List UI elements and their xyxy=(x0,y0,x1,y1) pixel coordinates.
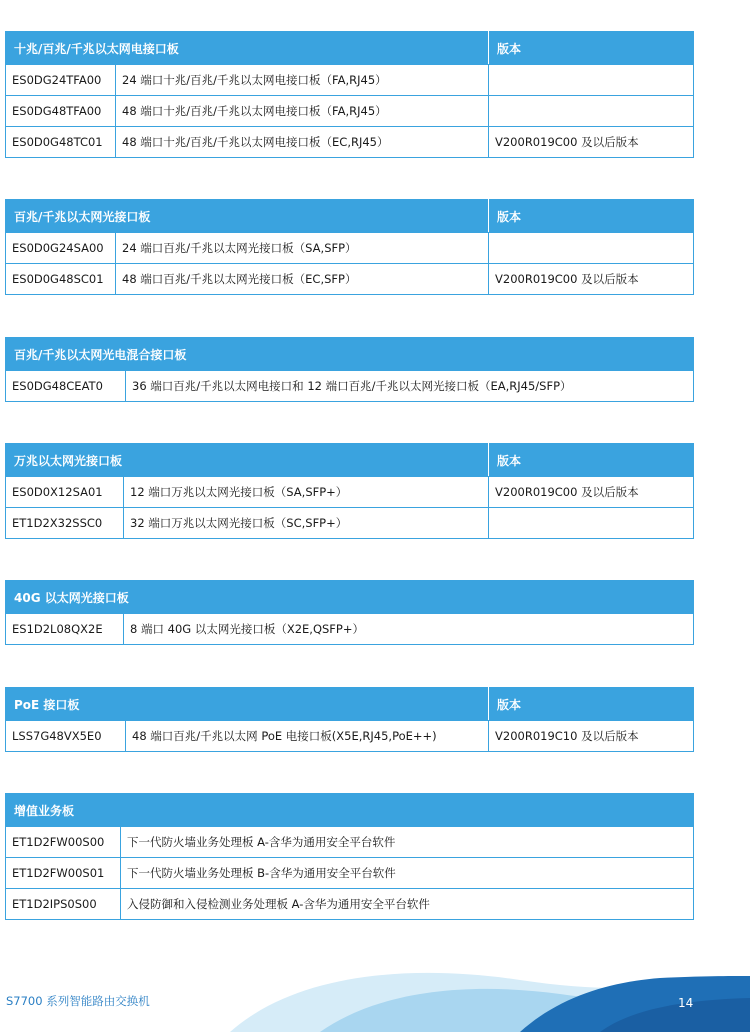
table-row xyxy=(6,477,694,508)
board-description: 8 端口 40G 以太网光接口板（X2E,QSFP+） xyxy=(124,614,694,645)
board-code: ES0D0G48TC01 xyxy=(6,127,116,158)
board-description: 32 端口万兆以太网光接口板（SC,SFP+） xyxy=(124,508,489,539)
board-code: ES0D0X12SA01 xyxy=(6,477,124,508)
table-header-version: 版本 xyxy=(489,688,694,721)
board-description: 48 端口十兆/百兆/千兆以太网电接口板（EC,RJ45） xyxy=(116,127,489,158)
board-version: V200R019C00 及以后版本 xyxy=(489,264,694,295)
board-code: ES0DG48TFA00 xyxy=(6,96,116,127)
table-header-version: 版本 xyxy=(489,200,694,233)
board-description: 下一代防火墙业务处理板 B-含华为通用安全平台软件 xyxy=(121,858,694,889)
board-description: 12 端口万兆以太网光接口板（SA,SFP+） xyxy=(124,477,489,508)
table-header-title: 百兆/千兆以太网光电混合接口板 xyxy=(6,338,694,371)
table-10ge-optical-boards xyxy=(5,443,694,539)
table-row xyxy=(6,233,694,264)
board-description: 48 端口百兆/千兆以太网 PoE 电接口板(X5E,RJ45,PoE++) xyxy=(126,721,489,752)
table-row xyxy=(6,614,694,645)
table-value-added-service-boards xyxy=(5,793,694,920)
table-row xyxy=(6,827,694,858)
board-description: 48 端口十兆/百兆/千兆以太网电接口板（FA,RJ45） xyxy=(116,96,489,127)
board-code: ET1D2IPS0S00 xyxy=(6,889,121,920)
table-row xyxy=(6,65,694,96)
table-row xyxy=(6,721,694,752)
board-version: V200R019C10 及以后版本 xyxy=(489,721,694,752)
table-row xyxy=(6,889,694,920)
footer-title: S7700 系列智能路由交换机 xyxy=(6,994,150,1008)
board-description: 24 端口十兆/百兆/千兆以太网电接口板（FA,RJ45） xyxy=(116,65,489,96)
table-row xyxy=(6,858,694,889)
table-row xyxy=(6,96,694,127)
page-number: 14 xyxy=(678,996,694,1010)
table-40g-optical-boards xyxy=(5,580,694,645)
table-header-title: PoE 接口板 xyxy=(6,688,489,721)
table-row xyxy=(6,127,694,158)
board-version: V200R019C00 及以后版本 xyxy=(489,127,694,158)
board-description: 36 端口百兆/千兆以太网电接口和 12 端口百兆/千兆以太网光接口板（EA,RJ45/SFP） xyxy=(126,371,694,402)
board-description: 48 端口百兆/千兆以太网光接口板（EC,SFP） xyxy=(116,264,489,295)
table-row xyxy=(6,264,694,295)
board-code: LSS7G48VX5E0 xyxy=(6,721,126,752)
board-description: 24 端口百兆/千兆以太网光接口板（SA,SFP） xyxy=(116,233,489,264)
table-header-title: 百兆/千兆以太网光接口板 xyxy=(6,200,489,233)
board-version xyxy=(489,96,694,127)
table-poe-boards xyxy=(5,687,694,752)
table-row xyxy=(6,371,694,402)
table-row xyxy=(6,508,694,539)
board-description: 入侵防御和入侵检测业务处理板 A-含华为通用安全平台软件 xyxy=(121,889,694,920)
table-header-version: 版本 xyxy=(489,32,694,65)
board-code: ET1D2FW00S01 xyxy=(6,858,121,889)
table-ge-electrical-boards xyxy=(5,31,694,158)
table-header-title: 增值业务板 xyxy=(6,794,694,827)
board-version xyxy=(489,233,694,264)
board-version xyxy=(489,65,694,96)
table-header-title: 40G 以太网光接口板 xyxy=(6,581,694,614)
board-code: ES0DG24TFA00 xyxy=(6,65,116,96)
table-ge-hybrid-boards xyxy=(5,337,694,402)
table-header-version: 版本 xyxy=(489,444,694,477)
board-version: V200R019C00 及以后版本 xyxy=(489,477,694,508)
board-code: ET1D2FW00S00 xyxy=(6,827,121,858)
board-code: ES0DG48CEAT0 xyxy=(6,371,126,402)
board-code: ES1D2L08QX2E xyxy=(6,614,124,645)
table-header-title: 十兆/百兆/千兆以太网电接口板 xyxy=(6,32,489,65)
board-code: ES0D0G48SC01 xyxy=(6,264,116,295)
board-code: ET1D2X32SSC0 xyxy=(6,508,124,539)
board-version xyxy=(489,508,694,539)
table-ge-optical-boards xyxy=(5,199,694,295)
board-code: ES0D0G24SA00 xyxy=(6,233,116,264)
table-header-title: 万兆以太网光接口板 xyxy=(6,444,489,477)
board-description: 下一代防火墙业务处理板 A-含华为通用安全平台软件 xyxy=(121,827,694,858)
